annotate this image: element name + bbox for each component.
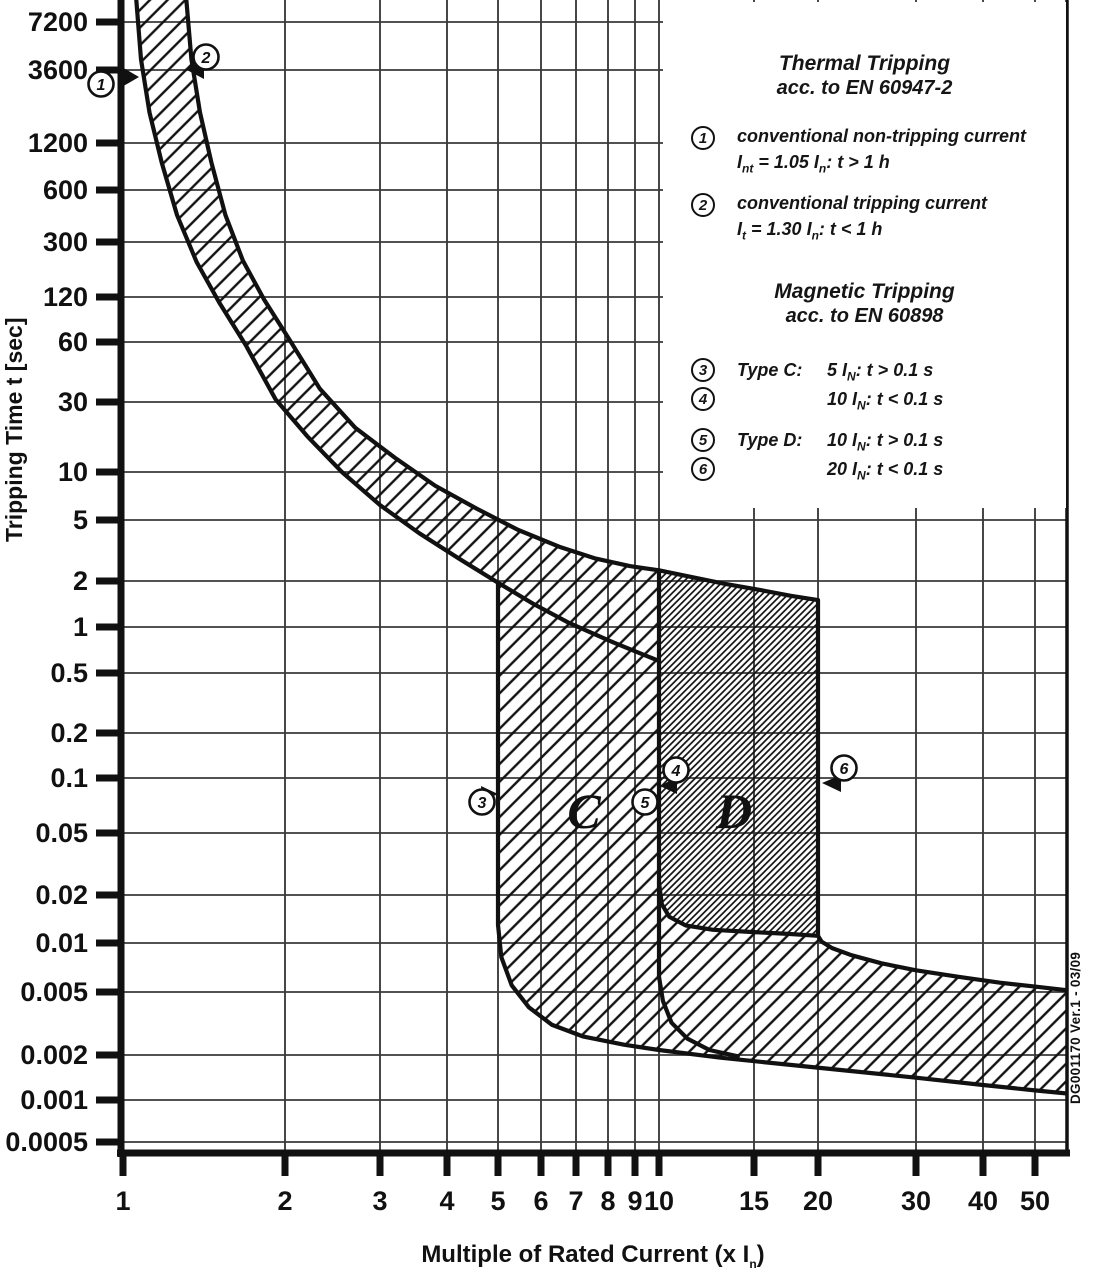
legend-row-3 [663,358,1066,382]
legend-item-2-formula: $I_t = 1.30$ $I_n$: t < 1 h [737,219,883,243]
legend-item-1 [663,126,1066,176]
document-code: DG001170 Ver.1 - 03/09 [1068,951,1083,1104]
legend-item-1-formula: $I_{nt} = 1.05$ $I_n$: t > 1 h [737,152,890,176]
x-axis-title: Multiple of Rated Current (x $I_n$) [421,1241,765,1271]
y-tick-label: 3600 [27,55,88,85]
x-tick-label: 15 [738,1186,770,1216]
type-c-label: Type C: [737,359,803,380]
legend-row-3-formula: 5 $I_N$: t > 0.1 s [827,359,934,384]
y-tick-label: 0.2 [50,718,88,748]
legend-row-5 [663,428,1066,452]
y-tick-label: 600 [42,175,88,205]
y-tick-label: 0.5 [50,658,88,688]
y-tick-label: 120 [42,282,88,312]
y-tick-label: 2 [72,566,88,596]
marker-number-1: 1 [96,77,106,94]
x-tick-label: 5 [490,1186,506,1216]
y-tick-label: 0.002 [20,1040,88,1070]
x-tick-label: 9 [627,1186,643,1216]
region-label-C: C [567,783,601,839]
legend-row-4-formula: 10 $I_N$: t < 0.1 s [827,388,944,413]
y-tick-label: 30 [57,387,88,417]
x-tick-label: 30 [900,1186,932,1216]
marker-number-4: 4 [671,763,681,780]
legend-item-1-line1: conventional non-tripping current [737,126,1026,146]
circled-number-4: 4 [691,387,715,411]
y-axis-title: Tripping Time t [sec] [1,317,27,543]
legend-item-2-text [737,193,1066,243]
x-tick-label: 10 [643,1186,675,1216]
x-tick-label: 40 [967,1186,999,1216]
y-tick-label: 0.02 [35,880,88,910]
x-tick-label: 2 [277,1186,293,1216]
circled-number-3: 3 [691,358,715,382]
y-tick-label: 300 [42,227,88,257]
legend-row-6-formula: 20 $I_N$: t < 0.1 s [827,458,944,483]
marker-number-3: 3 [477,795,487,812]
marker-number-6: 6 [839,761,849,778]
circled-number-1: 1 [691,126,715,150]
x-tick-label: 3 [372,1186,388,1216]
y-tick-label: 0.005 [20,977,88,1007]
x-tick-label: 20 [802,1186,834,1216]
region-label-D: D [715,783,753,839]
x-tick-label: 50 [1019,1186,1051,1216]
thermal-legend-title: Thermal Tripping [778,52,951,75]
legend-item-1-text [737,126,1066,176]
y-tick-label: 0.1 [50,763,88,793]
y-tick-label: 0.01 [35,928,88,958]
x-tick-label: 7 [568,1186,584,1216]
y-tick-label: 0.05 [35,818,88,848]
x-tick-label: 8 [600,1186,616,1216]
legend-row-5-formula: 10 $I_N$: t > 0.1 s [827,429,944,454]
circled-number-6: 6 [691,457,715,481]
legend-panel [663,2,1066,508]
type-d-label: Type D: [737,429,803,450]
circled-number-2: 2 [691,193,715,217]
x-tick-label: 6 [533,1186,549,1216]
y-tick-label: 0.001 [20,1085,88,1115]
marker-number-2: 2 [201,50,211,67]
y-tick-label: 1200 [27,128,88,158]
legend-item-2 [663,193,1066,243]
legend-item-2-line1: conventional tripping current [737,193,988,213]
circled-number-5: 5 [691,428,715,452]
thermal-legend-subtitle: acc. to EN 60947-2 [776,77,953,99]
y-tick-label: 7200 [27,7,88,37]
y-tick-label: 0.0005 [5,1127,88,1157]
magnetic-legend-subtitle: acc. to EN 60898 [785,305,944,327]
y-tick-label: 5 [72,505,88,535]
type-d-region [659,570,818,936]
x-tick-label: 4 [439,1186,455,1216]
x-tick-label: 1 [115,1186,131,1216]
legend-row-4 [663,387,1066,411]
y-tick-label: 10 [57,457,88,487]
marker-number-5: 5 [640,795,650,812]
y-tick-label: 60 [57,327,88,357]
magnetic-legend-title: Magnetic Tripping [774,280,955,303]
y-tick-label: 1 [72,612,88,642]
legend-row-6 [663,457,1066,481]
